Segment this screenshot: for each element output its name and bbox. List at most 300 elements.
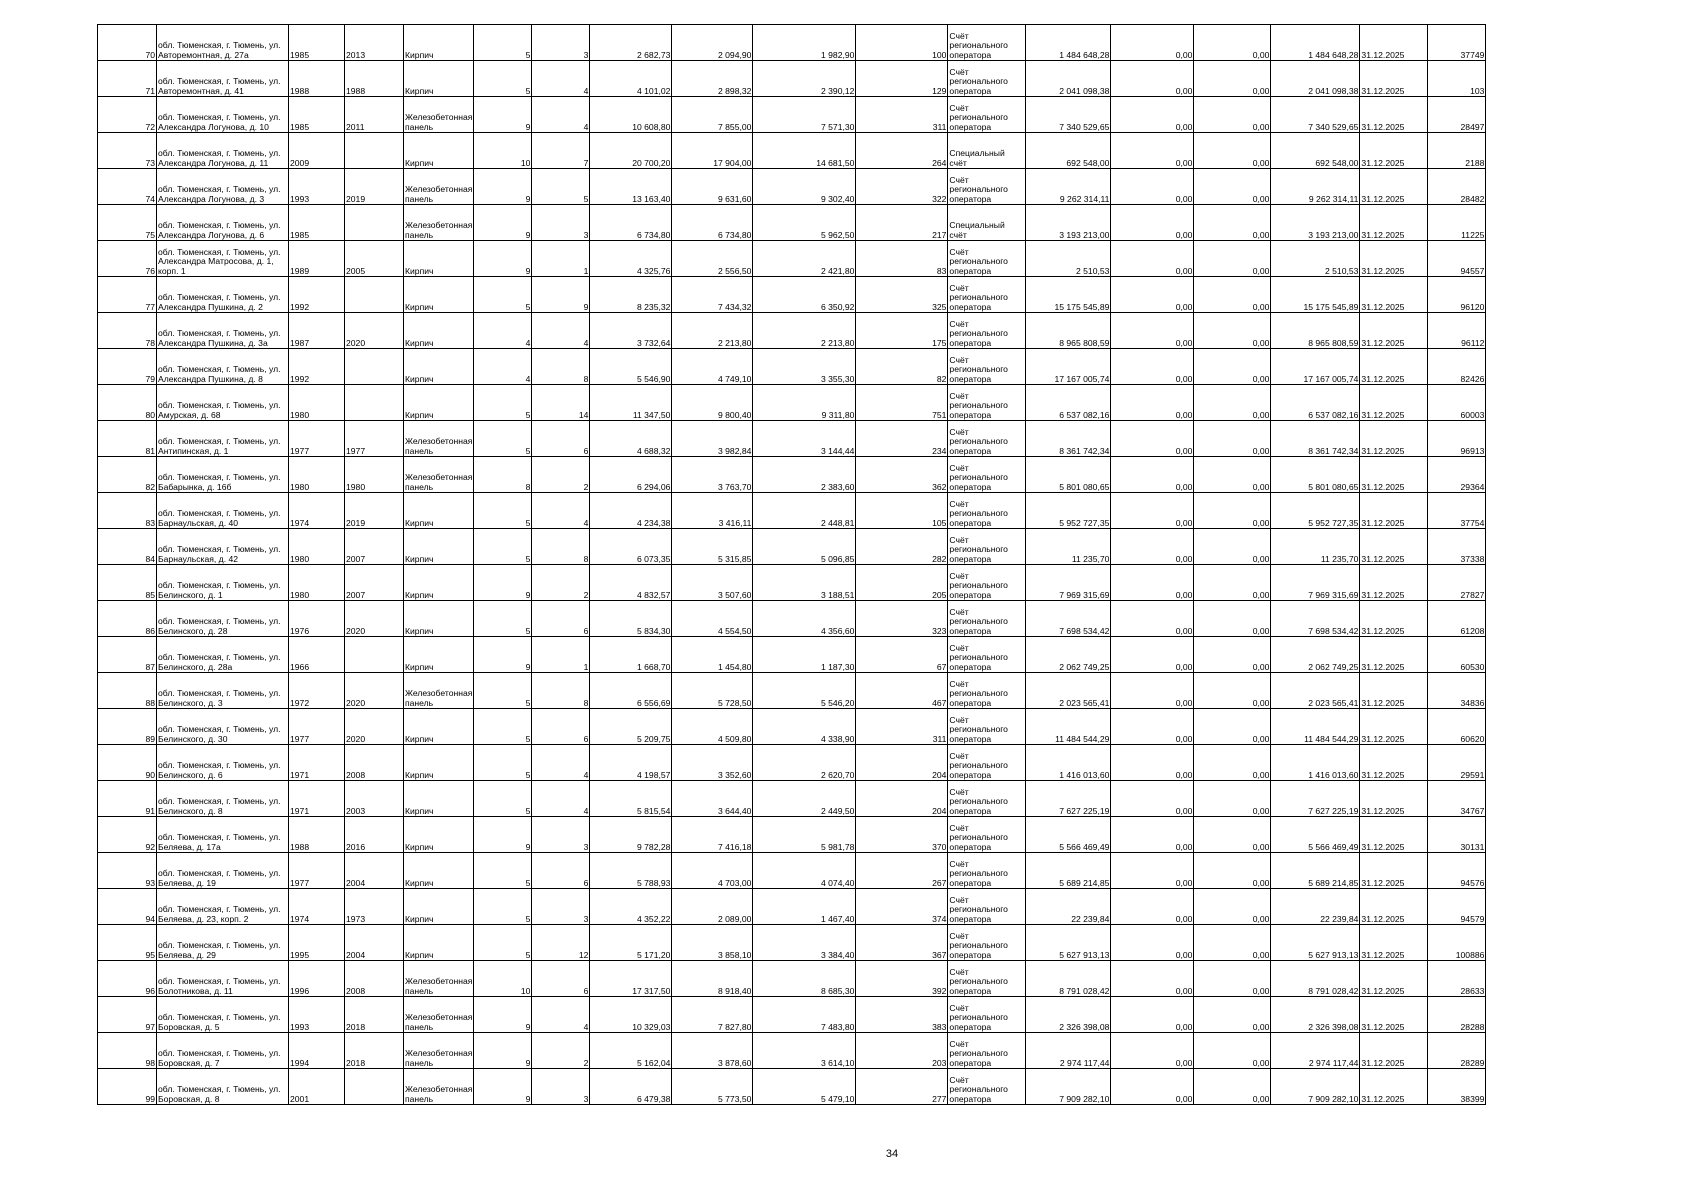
cell-owned-area: 9 302,40 [753,169,856,205]
cell-house-id: 60530 [1428,637,1486,673]
cell-debt-amount: 0,00 [1111,745,1194,781]
cell-residential-area: 3 858,10 [672,925,753,961]
cell-total-area: 4 688,32 [590,421,672,457]
table-row [98,1069,1486,1105]
cell-report-date: 31.12.2025 [1360,313,1428,349]
cell-fund-account-type: Счёт регионального оператора [948,1069,1026,1105]
cell-house-id: 38399 [1428,1069,1486,1105]
cell-row-number: 83 [98,493,157,529]
cell-year-built: 1971 [289,781,345,817]
cell-entrances: 6 [532,709,590,745]
cell-floors: 9 [474,1069,532,1105]
cell-address: обл. Тюменская, г. Тюмень, ул. Александра Пушкина, д. 3а [157,313,289,349]
cell-owned-area: 7 483,80 [753,997,856,1033]
cell-arrears-amount: 0,00 [1194,457,1271,493]
cell-owned-area: 4 356,60 [753,601,856,637]
cell-house-id: 100886 [1428,925,1486,961]
cell-address: обл. Тюменская, г. Тюмень, ул. Александра Логунова, д. 11 [157,133,289,169]
cell-report-date: 31.12.2025 [1360,97,1428,133]
cell-wall-material: Кирпич [404,313,474,349]
cell-wall-material: Железобетонная панель [404,205,474,241]
cell-residential-area: 4 749,10 [672,349,753,385]
cell-arrears-amount: 0,00 [1194,889,1271,925]
cell-year-renovated: 2019 [345,169,404,205]
cell-fund-account-type: Счёт регионального оператора [948,169,1026,205]
cell-debt-amount: 0,00 [1111,349,1194,385]
cell-report-date: 31.12.2025 [1360,385,1428,421]
cell-house-id: 30131 [1428,817,1486,853]
cell-wall-material: Железобетонная панель [404,457,474,493]
cell-owned-area: 2 390,12 [753,61,856,97]
cell-report-date: 31.12.2025 [1360,673,1428,709]
cell-row-number: 92 [98,817,157,853]
cell-fund-balance: 2 062 749,25 [1026,637,1111,673]
cell-owned-area: 6 350,92 [753,277,856,313]
cell-total-area: 4 352,22 [590,889,672,925]
cell-fund-account-type: Специальный счёт [948,205,1026,241]
cell-owned-area: 2 383,60 [753,457,856,493]
cell-year-built: 2009 [289,133,345,169]
cell-debt-amount: 0,00 [1111,385,1194,421]
table-row [98,853,1486,889]
cell-house-id: 28482 [1428,169,1486,205]
cell-total-area: 5 546,90 [590,349,672,385]
cell-year-renovated: 2018 [345,997,404,1033]
cell-residential-area: 7 827,80 [672,997,753,1033]
cell-house-id: 28633 [1428,961,1486,997]
cell-owners-count: 311 [856,97,948,133]
cell-report-date: 31.12.2025 [1360,961,1428,997]
cell-arrears-amount: 0,00 [1194,601,1271,637]
cell-wall-material: Кирпич [404,709,474,745]
cell-entrances: 1 [532,241,590,277]
cell-fund-balance: 5 952 727,35 [1026,493,1111,529]
cell-accumulated-amount: 2 326 398,08 [1271,997,1360,1033]
table-row [98,169,1486,205]
cell-debt-amount: 0,00 [1111,421,1194,457]
cell-entrances: 6 [532,601,590,637]
cell-fund-balance: 1 416 013,60 [1026,745,1111,781]
cell-floors: 9 [474,169,532,205]
cell-total-area: 5 209,75 [590,709,672,745]
cell-entrances: 4 [532,97,590,133]
cell-total-area: 2 682,73 [590,25,672,61]
cell-accumulated-amount: 9 262 314,11 [1271,169,1360,205]
cell-arrears-amount: 0,00 [1194,169,1271,205]
cell-entrances: 2 [532,1033,590,1069]
cell-year-built: 1985 [289,97,345,133]
table-row [98,781,1486,817]
cell-accumulated-amount: 11 484 544,29 [1271,709,1360,745]
cell-fund-account-type: Счёт регионального оператора [948,1033,1026,1069]
cell-owned-area: 2 449,50 [753,781,856,817]
cell-report-date: 31.12.2025 [1360,853,1428,889]
cell-row-number: 89 [98,709,157,745]
cell-entrances: 4 [532,493,590,529]
cell-owned-area: 3 384,40 [753,925,856,961]
cell-report-date: 31.12.2025 [1360,925,1428,961]
cell-year-renovated: 2004 [345,853,404,889]
cell-house-id: 60003 [1428,385,1486,421]
cell-total-area: 11 347,50 [590,385,672,421]
cell-year-renovated [345,385,404,421]
cell-fund-balance: 3 193 213,00 [1026,205,1111,241]
cell-wall-material: Кирпич [404,241,474,277]
cell-house-id: 28288 [1428,997,1486,1033]
cell-total-area: 5 162,04 [590,1033,672,1069]
cell-year-built: 1980 [289,385,345,421]
cell-fund-balance: 1 484 648,28 [1026,25,1111,61]
cell-address: обл. Тюменская, г. Тюмень, ул. Александра Логунова, д. 6 [157,205,289,241]
cell-year-renovated: 2011 [345,97,404,133]
cell-wall-material: Кирпич [404,493,474,529]
cell-debt-amount: 0,00 [1111,1033,1194,1069]
cell-report-date: 31.12.2025 [1360,61,1428,97]
cell-house-id: 29364 [1428,457,1486,493]
cell-residential-area: 6 734,80 [672,205,753,241]
cell-year-built: 1993 [289,169,345,205]
cell-accumulated-amount: 15 175 545,89 [1271,277,1360,313]
cell-house-id: 96913 [1428,421,1486,457]
cell-row-number: 85 [98,565,157,601]
cell-report-date: 31.12.2025 [1360,997,1428,1033]
cell-entrances: 5 [532,169,590,205]
cell-owned-area: 5 981,78 [753,817,856,853]
cell-entrances: 3 [532,205,590,241]
cell-residential-area: 17 904,00 [672,133,753,169]
cell-entrances: 4 [532,781,590,817]
cell-debt-amount: 0,00 [1111,601,1194,637]
cell-wall-material: Кирпич [404,781,474,817]
cell-row-number: 99 [98,1069,157,1105]
cell-debt-amount: 0,00 [1111,781,1194,817]
cell-debt-amount: 0,00 [1111,1069,1194,1105]
cell-house-id: 96120 [1428,277,1486,313]
cell-total-area: 5 788,93 [590,853,672,889]
cell-arrears-amount: 0,00 [1194,241,1271,277]
cell-owners-count: 205 [856,565,948,601]
table-row [98,529,1486,565]
cell-debt-amount: 0,00 [1111,565,1194,601]
cell-address: обл. Тюменская, г. Тюмень, ул. Боровская, д. 7 [157,1033,289,1069]
cell-fund-balance: 7 909 282,10 [1026,1069,1111,1105]
cell-owned-area: 4 338,90 [753,709,856,745]
cell-floors: 5 [474,529,532,565]
cell-fund-account-type: Счёт регионального оператора [948,421,1026,457]
table-row [98,997,1486,1033]
cell-arrears-amount: 0,00 [1194,961,1271,997]
table-row [98,97,1486,133]
cell-entrances: 3 [532,25,590,61]
cell-entrances: 4 [532,997,590,1033]
cell-fund-balance: 22 239,84 [1026,889,1111,925]
cell-entrances: 6 [532,421,590,457]
cell-floors: 9 [474,637,532,673]
cell-residential-area: 2 556,50 [672,241,753,277]
table-row [98,205,1486,241]
table-row [98,601,1486,637]
cell-year-renovated [345,133,404,169]
cell-address: обл. Тюменская, г. Тюмень, ул. Беляева, д. 19 [157,853,289,889]
cell-year-renovated: 2007 [345,529,404,565]
cell-arrears-amount: 0,00 [1194,349,1271,385]
cell-owners-count: 267 [856,853,948,889]
cell-year-renovated: 1973 [345,889,404,925]
cell-arrears-amount: 0,00 [1194,133,1271,169]
cell-fund-account-type: Счёт регионального оператора [948,781,1026,817]
cell-arrears-amount: 0,00 [1194,529,1271,565]
cell-total-area: 17 317,50 [590,961,672,997]
cell-owned-area: 1 982,90 [753,25,856,61]
cell-report-date: 31.12.2025 [1360,637,1428,673]
cell-wall-material: Кирпич [404,637,474,673]
cell-year-built: 1980 [289,457,345,493]
table-row [98,241,1486,277]
cell-floors: 9 [474,997,532,1033]
cell-year-built: 1974 [289,493,345,529]
cell-wall-material: Кирпич [404,745,474,781]
cell-owners-count: 282 [856,529,948,565]
cell-address: обл. Тюменская, г. Тюмень, ул. Александра Логунова, д. 3 [157,169,289,205]
cell-owned-area: 5 096,85 [753,529,856,565]
cell-residential-area: 7 434,32 [672,277,753,313]
cell-debt-amount: 0,00 [1111,889,1194,925]
cell-accumulated-amount: 11 235,70 [1271,529,1360,565]
cell-wall-material: Кирпич [404,385,474,421]
cell-address: обл. Тюменская, г. Тюмень, ул. Белинского, д. 30 [157,709,289,745]
cell-floors: 5 [474,853,532,889]
cell-row-number: 93 [98,853,157,889]
cell-total-area: 6 294,06 [590,457,672,493]
cell-report-date: 31.12.2025 [1360,601,1428,637]
cell-fund-balance: 9 262 314,11 [1026,169,1111,205]
housing-registry-table [97,24,1486,1105]
cell-floors: 9 [474,817,532,853]
cell-total-area: 6 073,35 [590,529,672,565]
cell-owned-area: 2 620,70 [753,745,856,781]
cell-arrears-amount: 0,00 [1194,493,1271,529]
cell-wall-material: Кирпич [404,601,474,637]
cell-wall-material: Кирпич [404,349,474,385]
cell-year-renovated: 2020 [345,313,404,349]
cell-owners-count: 203 [856,1033,948,1069]
cell-row-number: 74 [98,169,157,205]
cell-row-number: 70 [98,25,157,61]
cell-wall-material: Кирпич [404,25,474,61]
cell-fund-account-type: Счёт регионального оператора [948,25,1026,61]
cell-residential-area: 5 315,85 [672,529,753,565]
cell-report-date: 31.12.2025 [1360,889,1428,925]
cell-report-date: 31.12.2025 [1360,1033,1428,1069]
cell-arrears-amount: 0,00 [1194,1069,1271,1105]
cell-debt-amount: 0,00 [1111,97,1194,133]
cell-fund-balance: 5 566 469,49 [1026,817,1111,853]
cell-residential-area: 2 898,32 [672,61,753,97]
cell-report-date: 31.12.2025 [1360,781,1428,817]
cell-residential-area: 8 918,40 [672,961,753,997]
cell-owned-area: 14 681,50 [753,133,856,169]
cell-floors: 10 [474,961,532,997]
cell-debt-amount: 0,00 [1111,457,1194,493]
cell-wall-material: Железобетонная панель [404,961,474,997]
table-row [98,745,1486,781]
cell-total-area: 9 782,28 [590,817,672,853]
cell-year-renovated: 2013 [345,25,404,61]
cell-year-renovated: 2005 [345,241,404,277]
cell-accumulated-amount: 6 537 082,16 [1271,385,1360,421]
cell-arrears-amount: 0,00 [1194,781,1271,817]
cell-owners-count: 100 [856,25,948,61]
cell-accumulated-amount: 8 965 808,59 [1271,313,1360,349]
cell-row-number: 96 [98,961,157,997]
cell-floors: 9 [474,565,532,601]
cell-row-number: 73 [98,133,157,169]
table-row [98,817,1486,853]
cell-address: обл. Тюменская, г. Тюмень, ул. Болотникова, д. 11 [157,961,289,997]
cell-arrears-amount: 0,00 [1194,565,1271,601]
cell-floors: 5 [474,745,532,781]
cell-accumulated-amount: 2 510,53 [1271,241,1360,277]
cell-residential-area: 3 416,11 [672,493,753,529]
cell-arrears-amount: 0,00 [1194,97,1271,133]
cell-owners-count: 277 [856,1069,948,1105]
table-row [98,889,1486,925]
cell-year-built: 1980 [289,565,345,601]
cell-house-id: 60620 [1428,709,1486,745]
cell-owners-count: 325 [856,277,948,313]
cell-year-built: 2001 [289,1069,345,1105]
cell-row-number: 97 [98,997,157,1033]
cell-fund-account-type: Счёт регионального оператора [948,709,1026,745]
cell-residential-area: 2 094,90 [672,25,753,61]
cell-address: обл. Тюменская, г. Тюмень, ул. Александра Матросова, д. 1, корп. 1 [157,241,289,277]
cell-accumulated-amount: 22 239,84 [1271,889,1360,925]
cell-report-date: 31.12.2025 [1360,457,1428,493]
cell-debt-amount: 0,00 [1111,205,1194,241]
cell-house-id: 82426 [1428,349,1486,385]
cell-floors: 8 [474,457,532,493]
cell-report-date: 31.12.2025 [1360,565,1428,601]
cell-floors: 5 [474,25,532,61]
cell-year-renovated: 2004 [345,925,404,961]
cell-year-renovated: 2020 [345,709,404,745]
cell-accumulated-amount: 2 974 117,44 [1271,1033,1360,1069]
cell-fund-balance: 2 041 098,38 [1026,61,1111,97]
cell-floors: 5 [474,601,532,637]
cell-house-id: 34767 [1428,781,1486,817]
cell-fund-account-type: Счёт регионального оператора [948,529,1026,565]
cell-entrances: 7 [532,133,590,169]
cell-row-number: 77 [98,277,157,313]
cell-house-id: 94579 [1428,889,1486,925]
cell-entrances: 12 [532,925,590,961]
cell-owners-count: 383 [856,997,948,1033]
cell-owners-count: 311 [856,709,948,745]
cell-address: обл. Тюменская, г. Тюмень, ул. Белинского, д. 28 [157,601,289,637]
cell-year-built: 1966 [289,637,345,673]
cell-year-renovated [345,349,404,385]
cell-owners-count: 175 [856,313,948,349]
cell-total-area: 3 732,64 [590,313,672,349]
cell-owned-area: 2 421,80 [753,241,856,277]
cell-owned-area: 5 546,20 [753,673,856,709]
cell-report-date: 31.12.2025 [1360,133,1428,169]
cell-fund-balance: 2 510,53 [1026,241,1111,277]
cell-owners-count: 204 [856,781,948,817]
cell-fund-account-type: Счёт регионального оператора [948,61,1026,97]
cell-residential-area: 7 855,00 [672,97,753,133]
cell-house-id: 37338 [1428,529,1486,565]
cell-year-renovated [345,205,404,241]
cell-year-renovated [345,277,404,313]
cell-fund-balance: 2 023 565,41 [1026,673,1111,709]
cell-owners-count: 374 [856,889,948,925]
cell-fund-account-type: Счёт регионального оператора [948,745,1026,781]
cell-residential-area: 3 644,40 [672,781,753,817]
table-row [98,925,1486,961]
cell-owners-count: 264 [856,133,948,169]
cell-accumulated-amount: 3 193 213,00 [1271,205,1360,241]
cell-residential-area: 3 763,70 [672,457,753,493]
cell-year-built: 1988 [289,817,345,853]
cell-owners-count: 370 [856,817,948,853]
cell-entrances: 2 [532,565,590,601]
cell-floors: 10 [474,133,532,169]
cell-accumulated-amount: 5 689 214,85 [1271,853,1360,889]
cell-wall-material: Железобетонная панель [404,673,474,709]
cell-owned-area: 3 188,51 [753,565,856,601]
cell-report-date: 31.12.2025 [1360,25,1428,61]
cell-address: обл. Тюменская, г. Тюмень, ул. Беляева, д. 29 [157,925,289,961]
cell-owners-count: 362 [856,457,948,493]
cell-house-id: 29591 [1428,745,1486,781]
cell-year-built: 1987 [289,313,345,349]
cell-fund-balance: 5 801 080,65 [1026,457,1111,493]
cell-total-area: 8 235,32 [590,277,672,313]
cell-row-number: 91 [98,781,157,817]
cell-owned-area: 5 479,10 [753,1069,856,1105]
cell-arrears-amount: 0,00 [1194,1033,1271,1069]
cell-year-renovated: 2003 [345,781,404,817]
cell-floors: 4 [474,313,532,349]
cell-residential-area: 4 509,80 [672,709,753,745]
cell-owned-area: 1 467,40 [753,889,856,925]
cell-total-area: 20 700,20 [590,133,672,169]
cell-fund-balance: 6 537 082,16 [1026,385,1111,421]
cell-row-number: 98 [98,1033,157,1069]
cell-fund-balance: 5 627 913,13 [1026,925,1111,961]
cell-year-built: 1971 [289,745,345,781]
table-row [98,61,1486,97]
cell-year-built: 1992 [289,349,345,385]
cell-floors: 5 [474,385,532,421]
cell-year-built: 1996 [289,961,345,997]
cell-report-date: 31.12.2025 [1360,817,1428,853]
cell-house-id: 28289 [1428,1033,1486,1069]
cell-entrances: 8 [532,349,590,385]
cell-arrears-amount: 0,00 [1194,205,1271,241]
cell-address: обл. Тюменская, г. Тюмень, ул. Боровская, д. 5 [157,997,289,1033]
cell-total-area: 1 668,70 [590,637,672,673]
table-row [98,385,1486,421]
cell-floors: 5 [474,277,532,313]
cell-address: обл. Тюменская, г. Тюмень, ул. Барнаульская, д. 42 [157,529,289,565]
cell-row-number: 86 [98,601,157,637]
cell-fund-balance: 7 340 529,65 [1026,97,1111,133]
cell-total-area: 4 198,57 [590,745,672,781]
cell-wall-material: Кирпич [404,925,474,961]
cell-year-built: 1980 [289,529,345,565]
